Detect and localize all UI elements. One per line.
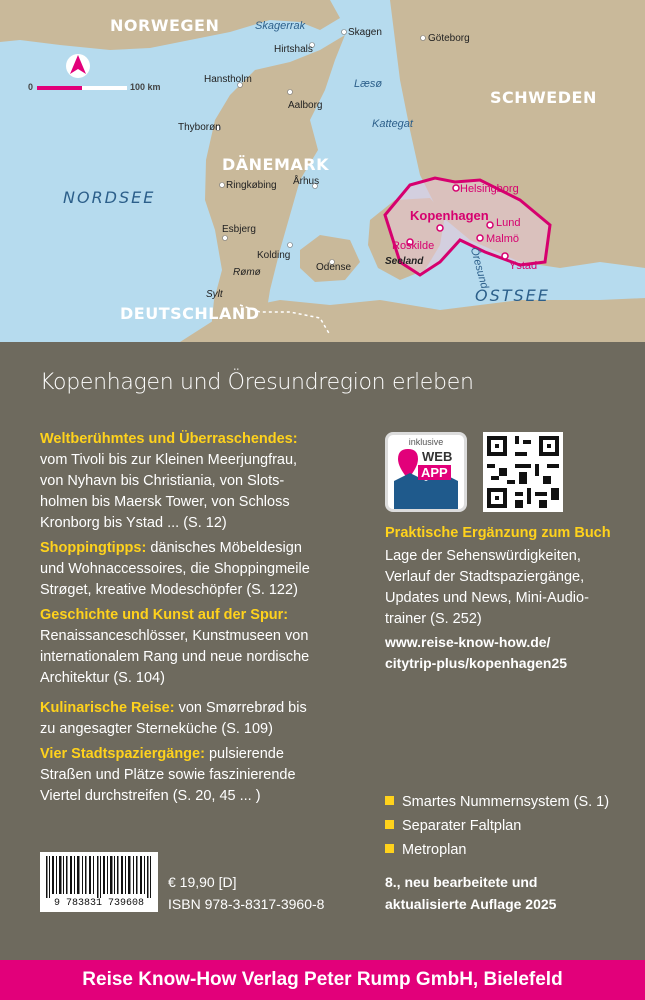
headline: Kopenhagen und Öresundregion erleben bbox=[40, 370, 474, 395]
web-app-badge bbox=[385, 432, 467, 512]
url-line[interactable]: citytrip-plus/kopenhagen25 bbox=[385, 655, 568, 671]
feature-title: Geschichte und Kunst auf der Spur: bbox=[40, 607, 289, 623]
feature-text: Viertel durchstreifen (S. 20, 45 ... ) bbox=[40, 788, 261, 804]
land-funen bbox=[300, 235, 360, 282]
feature-text: internationalem Rang und neue nordische bbox=[40, 649, 310, 665]
scale-end-label: 100 km bbox=[130, 82, 161, 92]
price: € 19,90 [D] bbox=[168, 874, 237, 890]
feature-text: Straßen und Plätze sowie faszinierende bbox=[40, 767, 296, 783]
overview-map bbox=[0, 0, 645, 342]
feature-text: zu angesagter Sterneküche (S. 109) bbox=[40, 721, 273, 737]
bullet-square-icon bbox=[385, 796, 394, 805]
feature-shopping bbox=[40, 538, 360, 601]
barcode bbox=[40, 852, 158, 912]
feature-text: holmen bis Maersk Tower, von Schloss bbox=[40, 494, 290, 510]
qr-code-icon bbox=[483, 432, 563, 512]
url-line[interactable]: www.reise-know-how.de/ bbox=[385, 634, 551, 650]
edition-line: aktualisierte Auflage 2025 bbox=[385, 896, 557, 912]
bullet-text: Separater Faltplan bbox=[402, 818, 522, 834]
feature-title: Kulinarische Reise: bbox=[40, 700, 175, 716]
web-app-bottom-label: APP bbox=[418, 465, 451, 480]
region-seeland: Seeland bbox=[385, 256, 424, 267]
bullet-square-icon bbox=[385, 844, 394, 853]
label-norway: NORWEGEN bbox=[110, 16, 220, 35]
feature-text: von Smørrebrød bis bbox=[174, 700, 307, 716]
city-hanstholm: Hanstholm bbox=[204, 74, 252, 85]
label-kattegat: Kattegat bbox=[372, 118, 413, 130]
bullet-item bbox=[385, 794, 609, 810]
bullet-text: Smartes Nummernsystem (S. 1) bbox=[402, 794, 610, 810]
extension-line: Verlauf der Stadtspaziergänge, bbox=[385, 569, 585, 585]
feature-title: Weltberühmtes und Überraschendes: bbox=[40, 431, 298, 447]
city-skagen: Skagen bbox=[348, 27, 382, 38]
city-sylt: Sylt bbox=[206, 289, 223, 300]
label-north-sea: NORDSEE bbox=[63, 188, 156, 207]
label-laeso: Læsø bbox=[354, 78, 383, 90]
city-ystad: Ystad bbox=[509, 260, 538, 272]
compass-icon bbox=[66, 54, 90, 78]
feature-text: Strøget, kreative Modeschöpfer (S. 122) bbox=[40, 582, 298, 598]
label-denmark: DÄNEMARK bbox=[222, 155, 330, 174]
city-esbjerg: Esbjerg bbox=[222, 224, 256, 235]
bullet-text: Metroplan bbox=[402, 842, 467, 858]
edition-block bbox=[385, 871, 556, 915]
city-goteborg: Göteborg bbox=[428, 33, 470, 44]
feature-text: pulsierende bbox=[204, 746, 284, 762]
extension-url[interactable] bbox=[385, 632, 567, 674]
qr-code[interactable] bbox=[483, 432, 563, 512]
feature-text: dänisches Möbeldesign bbox=[146, 540, 302, 556]
feature-text: von Nyhavn bis Christiania, von Slots- bbox=[40, 473, 285, 489]
city-aalborg: Aalborg bbox=[288, 100, 323, 111]
feature-text: Renaissanceschlösser, Kunstmuseen von bbox=[40, 628, 309, 644]
city-romo: Rømø bbox=[233, 267, 261, 278]
bullet-item bbox=[385, 842, 466, 858]
extension-line: Lage der Sehenswürdigkeiten, bbox=[385, 548, 581, 564]
city-lund: Lund bbox=[496, 217, 521, 229]
feature-text: und Wohnaccessoires, die Shoppingmeile bbox=[40, 561, 310, 577]
feature-title: Vier Stadtspaziergänge: bbox=[40, 746, 205, 762]
feature-culinary bbox=[40, 698, 360, 740]
bullet-item bbox=[385, 818, 521, 834]
city-malmo: Malmö bbox=[486, 233, 520, 245]
city-hirtshals: Hirtshals bbox=[274, 44, 313, 55]
isbn: ISBN 978-3-8317-3960-8 bbox=[168, 896, 325, 912]
price-block bbox=[168, 871, 324, 915]
barcode-number: 9 783831 739608 bbox=[53, 898, 144, 909]
label-germany: DEUTSCHLAND bbox=[120, 304, 260, 323]
city-helsingborg: Helsingborg bbox=[460, 183, 519, 195]
label-skagerrak: Skagerrak bbox=[255, 20, 306, 32]
extension-description bbox=[385, 546, 615, 630]
feature-text: Architektur (S. 104) bbox=[40, 670, 165, 686]
city-ringkobing: Ringkøbing bbox=[226, 180, 277, 191]
feature-history bbox=[40, 605, 360, 689]
label-baltic-sea: OSTSEE bbox=[475, 286, 550, 305]
extension-line: trainer (S. 252) bbox=[385, 611, 482, 627]
label-oresund: Öresund bbox=[467, 246, 491, 290]
city-odense: Odense bbox=[316, 262, 352, 273]
scale-bar bbox=[37, 86, 127, 90]
feature-title: Shoppingtipps: bbox=[40, 540, 147, 556]
city-thyboron: Thyborøn bbox=[178, 122, 221, 133]
city-kopenhagen: Kopenhagen bbox=[410, 208, 489, 223]
city-arhus: Århus bbox=[293, 176, 320, 187]
extension-line: Updates und News, Mini-Audio- bbox=[385, 590, 589, 606]
info-panel bbox=[0, 342, 645, 960]
city-kolding: Kolding bbox=[257, 250, 291, 261]
extension-title: Praktische Ergänzung zum Buch bbox=[385, 525, 611, 541]
edition-line: 8., neu bearbeitete und bbox=[385, 874, 538, 890]
label-sweden: SCHWEDEN bbox=[490, 88, 597, 107]
bullet-square-icon bbox=[385, 820, 394, 829]
publisher-footer: Reise Know-How Verlag Peter Rump GmbH, Bielefeld bbox=[0, 960, 645, 1000]
feature-highlights bbox=[40, 429, 360, 534]
feature-text: Kronborg bis Ystad ... (S. 12) bbox=[40, 515, 227, 531]
scale-start-label: 0 bbox=[28, 82, 34, 92]
barcode-icon bbox=[40, 852, 158, 900]
feature-walks bbox=[40, 744, 360, 807]
web-app-top-label: inklusive bbox=[408, 437, 444, 447]
feature-text: vom Tivoli bis zur Kleinen Meerjungfrau, bbox=[40, 452, 298, 468]
city-roskilde: Roskilde bbox=[392, 240, 435, 252]
web-app-mid-label: WEB bbox=[422, 449, 453, 464]
